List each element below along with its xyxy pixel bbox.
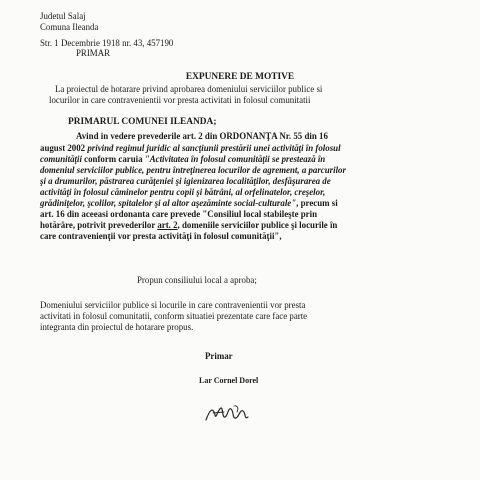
body-text-run: domeniul serviciilor publice, pentru întreţinerea locurilor de agrement, a parcurilor bbox=[40, 165, 346, 175]
body-text-run: "Activitatea în folosul comunităţii se prestează în bbox=[144, 154, 326, 164]
body-text-run: art. 2 bbox=[157, 220, 178, 230]
body-text-run: Nr. 55 din 16 bbox=[277, 131, 328, 141]
decision-line-2: activitati in folosul comunitatii, conform situatiei prezentate care face parte bbox=[40, 311, 308, 321]
body-text-run: "Consiliul local stabileşte prin bbox=[202, 209, 318, 219]
body-line bbox=[40, 144, 341, 153]
body-text-run: Avind in vedere prevederile art. 2 din bbox=[76, 131, 220, 141]
body-text-run: , domeniile serviciilor publice şi locurile în bbox=[177, 220, 338, 230]
body-text-run: hotărâre, potrivit prevederilor bbox=[40, 220, 158, 230]
body-text-run: conform caruia bbox=[81, 154, 145, 164]
body-line bbox=[40, 221, 337, 230]
body-text-run: privind regimul juridic al sancţiunii prestării unei activităţi în folosul bbox=[87, 143, 341, 153]
subject-line-2: locurilor in care contravenientii vor presta activitati in folosul comunitatii bbox=[49, 95, 311, 105]
body-text-run: ORDONANŢA bbox=[219, 131, 278, 141]
mayor-heading: PRIMARUL COMUNEI ILEANDA; bbox=[68, 117, 217, 127]
body-text-run: comunităţii bbox=[40, 154, 82, 164]
county-line: Judetul Salaj bbox=[40, 11, 86, 21]
office-line: PRIMAR bbox=[76, 48, 111, 58]
body-text-run: activităţi în folosul căminelor pentru copii şi bătrâni, al orfelinatelor, creşelor, bbox=[40, 187, 326, 197]
handwritten-signature bbox=[204, 403, 252, 425]
signature-role: Primar bbox=[205, 351, 233, 361]
proposal-line: Propun consiliului local a aproba; bbox=[137, 275, 257, 285]
body-line bbox=[40, 177, 331, 186]
body-text-run: august 2002 bbox=[40, 143, 88, 153]
body-text-run: , precum si bbox=[296, 198, 338, 208]
body-text-run: art. 16 din aceeasi ordonanta care prevede bbox=[40, 209, 203, 219]
address-line: Str. 1 Decembrie 1918 nr. 43, 457190 bbox=[40, 38, 174, 48]
body-line bbox=[40, 155, 325, 164]
body-line bbox=[76, 132, 328, 141]
body-line bbox=[40, 166, 346, 175]
decision-line-3: integranta din proiectul de hotarare propus. bbox=[40, 322, 194, 332]
commune-line: Comuna Ileanda bbox=[40, 22, 99, 32]
signature-name: Lar Cornel Dorel bbox=[199, 376, 259, 385]
body-text-run: şi a drumurilor, păstrarea curăţeniei şi igienizarea localităţilor, desfăşurarea de bbox=[40, 176, 331, 186]
body-text-run: grădiniţelor, şcolilor, spitalelor şi al altor aşezăminte social-culturale" bbox=[40, 198, 297, 208]
body-line bbox=[40, 232, 282, 241]
subject-line-1: La proiectul de hotarare privind aprobarea domeniului serviciilor publice si bbox=[55, 84, 323, 94]
body-line bbox=[40, 199, 338, 208]
body-line bbox=[40, 188, 325, 197]
decision-line-1: Domeniului serviciilor publice si locurile in care contravenientii vor presta bbox=[40, 300, 306, 310]
document-title: EXPUNERE DE MOTIVE bbox=[185, 72, 295, 82]
body-text-run: care contravenienţii vor presta activităţi în folosul comunităţii", bbox=[40, 231, 282, 241]
body-line bbox=[40, 210, 317, 219]
